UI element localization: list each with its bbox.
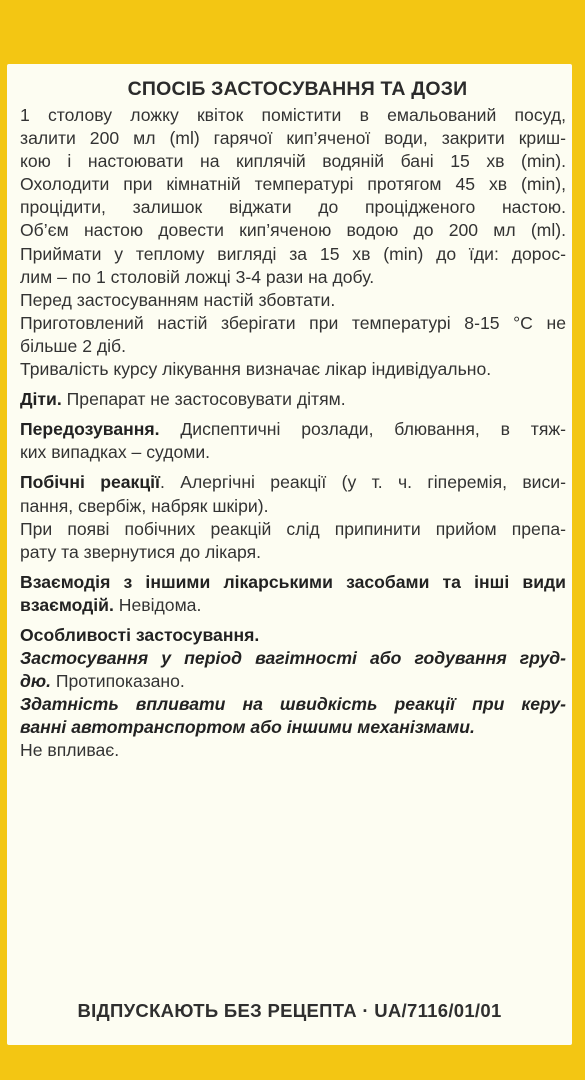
dosage-section — [20, 104, 566, 381]
children-text: Препарат не застосовувати дітям. — [61, 389, 346, 410]
side-effects-line: При появі побічних реакцій слід припинити прийом препа- — [20, 518, 566, 539]
dosage-line: Об’єм настою довести кип’яченою водою до 200 мл (ml). — [20, 220, 566, 241]
interactions-line — [20, 594, 566, 617]
dosage-line: Охолодити при кімнатній температурі протягом 45 хв (min), — [20, 174, 566, 195]
dosage-line: Приготовлений настій зберігати при температурі 8-15 °С не — [20, 312, 566, 333]
dosage-line: лим – по 1 столовій ложці 3-4 рази на добу. — [20, 266, 375, 287]
overdose-line: ких випадках – судоми. — [20, 442, 211, 463]
interactions-text: Невідома. — [113, 594, 202, 615]
dosage-line: Приймати у теплому вигляді за 15 хв (min) до їди: дорос- — [20, 243, 566, 264]
leaflet-body — [20, 104, 566, 763]
children-label: Діти. — [20, 389, 62, 410]
overdose-section — [20, 418, 566, 464]
pregnancy-label: дю. — [20, 671, 51, 692]
dosage-line: процідити, залишок віджати до процідженого настою. — [20, 197, 566, 218]
children-section — [20, 388, 566, 411]
side-effects-line — [20, 471, 566, 494]
pregnancy-line — [20, 670, 566, 693]
dosage-line: залити 200 мл (ml) гарячої кип’яченої води, закрити криш- — [20, 128, 566, 149]
overdose-text: Диспептичні розлади, блювання, в тяж- — [159, 419, 566, 440]
pregnancy-heading: Застосування у період вагітності або годування груд- — [20, 648, 566, 669]
overdose-line — [20, 418, 566, 441]
overdose-label: Передозування. — [20, 419, 160, 440]
dosage-line: Тривалість курсу лікування визначає лікар індивідуально. — [20, 359, 492, 380]
side-effects-section — [20, 471, 566, 563]
interactions-heading: Взаємодія з іншими лікарськими засобами та інші види — [20, 571, 566, 592]
dosage-line: Перед застосуванням настій збовтати. — [20, 289, 336, 310]
dosage-line: кою і настоювати на киплячій водяній бані 15 хв (min). — [20, 151, 566, 172]
driving-heading: Здатність впливати на швидкість реакції при керу- — [20, 694, 566, 715]
features-heading: Особливості застосування. — [20, 624, 260, 645]
side-effects-label: Побічні реакції — [20, 472, 161, 493]
driving-heading: ванні автотранспортом або іншими механізмами. — [20, 717, 475, 738]
leaflet-panel — [7, 64, 572, 1045]
driving-section — [20, 693, 566, 762]
dosage-line: більше 2 діб. — [20, 335, 127, 356]
section-title: СПОСІБ ЗАСТОСУВАННЯ ТА ДОЗИ — [127, 78, 468, 100]
side-effects-text: . Алергічні реакції (у т. ч. гіперемія, виси- — [160, 472, 566, 493]
pregnancy-section — [20, 647, 566, 693]
interactions-section — [20, 571, 566, 617]
interactions-label: взаємодій. — [20, 594, 114, 615]
driving-text: Не впливає. — [20, 740, 120, 761]
prescription-footer: ВІДПУСКАЮТЬ БЕЗ РЕЦЕПТА · UA/7116/01/01 — [77, 1000, 502, 1021]
side-effects-line: пання, свербіж, набряк шкіри). — [20, 495, 269, 516]
pregnancy-text: Протипоказано. — [50, 671, 185, 692]
side-effects-line: рату та звернутися до лікаря. — [20, 541, 262, 562]
dosage-line: 1 столову ложку квіток помістити в емальований посуд, — [20, 105, 566, 125]
